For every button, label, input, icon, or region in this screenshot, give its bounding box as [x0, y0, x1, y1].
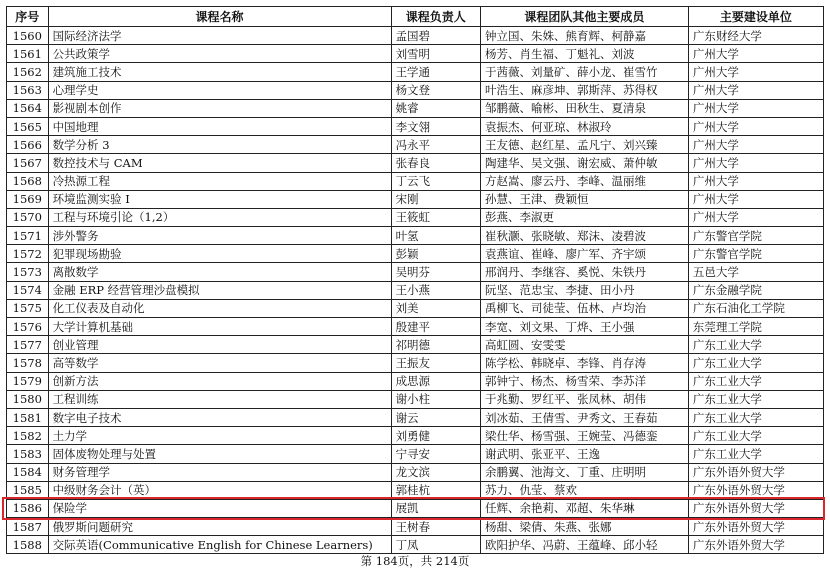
team-members: 郭钟宁、杨杰、杨雪荣、李苏洋	[480, 372, 688, 390]
course-name: 创业管理	[48, 336, 391, 354]
team-members: 欧阳护华、冯蔚、王蕴峰、邱小轻	[480, 536, 688, 554]
course-name: 数学分析 3	[48, 136, 391, 154]
course-lead: 杨文登	[391, 81, 480, 99]
table-row	[7, 27, 824, 45]
team-members: 陶建华、吴文强、谢宏威、萧仲敏	[480, 154, 688, 172]
course-name: 高等数学	[48, 354, 391, 372]
table-row	[7, 481, 824, 499]
table-row	[7, 245, 824, 263]
table-row	[7, 463, 824, 481]
course-lead: 谢云	[391, 408, 480, 426]
construction-unit: 广州大学	[688, 154, 823, 172]
course-lead: 谢小柱	[391, 390, 480, 408]
document-page	[6, 6, 824, 554]
page-footer: 第 184页，共 214页	[360, 554, 470, 568]
course-lead: 宁寻安	[391, 445, 480, 463]
course-lead: 丁云飞	[391, 172, 480, 190]
course-name: 心理学史	[48, 81, 391, 99]
construction-unit: 广州大学	[688, 190, 823, 208]
course-lead: 姚睿	[391, 99, 480, 117]
course-lead: 郭桂杭	[391, 481, 480, 499]
construction-unit: 广东外语外贸大学	[688, 463, 823, 481]
course-name: 保险学	[48, 499, 391, 517]
team-members: 杨芳、肖生福、丁魁礼、刘波	[480, 45, 688, 63]
course-lead: 祁明德	[391, 336, 480, 354]
table-row	[7, 354, 824, 372]
row-no: 1579	[7, 372, 49, 390]
table-header-row	[7, 7, 824, 27]
course-name: 交际英语(Communicative English for Chinese Learners)	[48, 536, 391, 554]
course-name: 国际经济法学	[48, 27, 391, 45]
team-members: 阮坚、范忠宝、李捷、田小丹	[480, 281, 688, 299]
course-lead: 成思源	[391, 372, 480, 390]
team-members: 邢润丹、李继容、奚悦、朱铁丹	[480, 263, 688, 281]
team-members: 彭燕、李淑更	[480, 208, 688, 226]
row-no: 1565	[7, 117, 49, 135]
header-course-name: 课程名称	[48, 7, 391, 27]
construction-unit: 广州大学	[688, 208, 823, 226]
course-name: 犯罪现场勘验	[48, 245, 391, 263]
row-no: 1564	[7, 99, 49, 117]
team-members: 苏力、仇莹、蔡欢	[480, 481, 688, 499]
table-row	[7, 336, 824, 354]
course-lead: 吴明芬	[391, 263, 480, 281]
course-name: 中国地理	[48, 117, 391, 135]
construction-unit: 五邑大学	[688, 263, 823, 281]
course-name: 化工仪表及自动化	[48, 299, 391, 317]
course-name: 数控技术与 CAM	[48, 154, 391, 172]
table-row	[7, 318, 824, 336]
course-name: 公共政策学	[48, 45, 391, 63]
construction-unit: 广州大学	[688, 63, 823, 81]
table-row	[7, 445, 824, 463]
table-row	[7, 518, 824, 536]
construction-unit: 广东工业大学	[688, 408, 823, 426]
table-row	[7, 299, 824, 317]
team-members: 禹柳飞、司徒莹、伍林、卢均治	[480, 299, 688, 317]
table-row	[7, 81, 824, 99]
row-no: 1573	[7, 263, 49, 281]
row-no: 1586	[7, 499, 49, 517]
team-members: 袁燕谊、崔峰、廖广军、齐宇颂	[480, 245, 688, 263]
course-lead: 王筱虹	[391, 208, 480, 226]
course-name: 大学计算机基础	[48, 318, 391, 336]
team-members: 方赵嵩、廖云丹、李峰、温丽维	[480, 172, 688, 190]
team-members: 高虹圆、安雯雯	[480, 336, 688, 354]
course-table	[6, 6, 824, 554]
course-lead: 王振友	[391, 354, 480, 372]
team-members: 孙慧、王津、费颖恒	[480, 190, 688, 208]
team-members: 陈学松、韩晓卓、李锋、肖存涛	[480, 354, 688, 372]
course-name: 工程训练	[48, 390, 391, 408]
row-no: 1578	[7, 354, 49, 372]
team-members: 梁仕华、杨雪强、王婉莹、冯德銮	[480, 427, 688, 445]
row-no: 1581	[7, 408, 49, 426]
construction-unit: 广州大学	[688, 172, 823, 190]
construction-unit: 广东警官学院	[688, 227, 823, 245]
table-row	[7, 408, 824, 426]
header-unit: 主要建设单位	[688, 7, 823, 27]
course-lead: 李文翎	[391, 117, 480, 135]
construction-unit: 广东外语外贸大学	[688, 499, 823, 517]
course-lead: 王树春	[391, 518, 480, 536]
team-members: 刘冰茹、王倩雪、尹秀文、王春茹	[480, 408, 688, 426]
table-row	[7, 372, 824, 390]
construction-unit: 广东警官学院	[688, 245, 823, 263]
row-no: 1561	[7, 45, 49, 63]
course-lead: 丁凤	[391, 536, 480, 554]
course-lead: 殷建平	[391, 318, 480, 336]
course-lead: 王小燕	[391, 281, 480, 299]
team-members: 钟立国、朱姝、熊育辉、柯静嘉	[480, 27, 688, 45]
row-no: 1585	[7, 481, 49, 499]
row-no: 1588	[7, 536, 49, 554]
team-members: 任辉、余艳莉、邓超、朱华琳	[480, 499, 688, 517]
row-no: 1562	[7, 63, 49, 81]
course-name: 冷热源工程	[48, 172, 391, 190]
construction-unit: 广东工业大学	[688, 372, 823, 390]
table-row	[7, 63, 824, 81]
construction-unit: 广州大学	[688, 81, 823, 99]
course-lead: 宋刚	[391, 190, 480, 208]
table-row	[7, 117, 824, 135]
row-no: 1582	[7, 427, 49, 445]
table-row	[7, 154, 824, 172]
row-no: 1580	[7, 390, 49, 408]
row-no: 1576	[7, 318, 49, 336]
table-row	[7, 263, 824, 281]
construction-unit: 广东工业大学	[688, 445, 823, 463]
table-row	[7, 499, 824, 517]
construction-unit: 广东工业大学	[688, 336, 823, 354]
header-lead: 课程负责人	[391, 7, 480, 27]
row-no: 1572	[7, 245, 49, 263]
row-no: 1587	[7, 518, 49, 536]
construction-unit: 广东工业大学	[688, 354, 823, 372]
course-name: 俄罗斯问题研究	[48, 518, 391, 536]
course-lead: 刘美	[391, 299, 480, 317]
course-name: 涉外警务	[48, 227, 391, 245]
table-row	[7, 427, 824, 445]
row-no: 1566	[7, 136, 49, 154]
construction-unit: 广东外语外贸大学	[688, 518, 823, 536]
team-members: 于茜薇、刘量矿、薛小龙、崔雪竹	[480, 63, 688, 81]
course-lead: 展凯	[391, 499, 480, 517]
course-name: 创新方法	[48, 372, 391, 390]
course-lead: 龙文滨	[391, 463, 480, 481]
construction-unit: 广东外语外贸大学	[688, 536, 823, 554]
row-no: 1569	[7, 190, 49, 208]
team-members: 叶浩生、麻彦坤、郭斯萍、苏得权	[480, 81, 688, 99]
construction-unit: 东莞理工学院	[688, 318, 823, 336]
course-name: 固体废物处理与处置	[48, 445, 391, 463]
course-name: 环境监测实验 I	[48, 190, 391, 208]
course-name: 工程与环境引论（1,2）	[48, 208, 391, 226]
course-lead: 刘雪明	[391, 45, 480, 63]
construction-unit: 广州大学	[688, 117, 823, 135]
construction-unit: 广州大学	[688, 99, 823, 117]
row-no: 1577	[7, 336, 49, 354]
table-body	[7, 27, 824, 554]
team-members: 袁振杰、何亚琼、林淑玲	[480, 117, 688, 135]
course-lead: 刘勇健	[391, 427, 480, 445]
row-no: 1563	[7, 81, 49, 99]
course-lead: 彭颖	[391, 245, 480, 263]
course-lead: 叶氢	[391, 227, 480, 245]
team-members: 于兆勤、罗红平、张凤林、胡伟	[480, 390, 688, 408]
course-name: 影视剧本创作	[48, 99, 391, 117]
construction-unit: 广东外语外贸大学	[688, 481, 823, 499]
header-no: 序号	[7, 7, 49, 27]
row-no: 1583	[7, 445, 49, 463]
row-no: 1567	[7, 154, 49, 172]
row-no: 1568	[7, 172, 49, 190]
construction-unit: 广州大学	[688, 45, 823, 63]
course-lead: 孟国碧	[391, 27, 480, 45]
construction-unit: 广东工业大学	[688, 390, 823, 408]
row-no: 1571	[7, 227, 49, 245]
course-name: 金融 ERP 经营管理沙盘模拟	[48, 281, 391, 299]
row-no: 1560	[7, 27, 49, 45]
course-name: 中级财务会计（英）	[48, 481, 391, 499]
row-no: 1574	[7, 281, 49, 299]
construction-unit: 广东财经大学	[688, 27, 823, 45]
table-row	[7, 281, 824, 299]
course-lead: 张春良	[391, 154, 480, 172]
table-row	[7, 45, 824, 63]
header-team: 课程团队其他主要成员	[480, 7, 688, 27]
course-lead: 冯永平	[391, 136, 480, 154]
construction-unit: 广东金融学院	[688, 281, 823, 299]
construction-unit: 广东工业大学	[688, 427, 823, 445]
construction-unit: 广州大学	[688, 136, 823, 154]
team-members: 王友德、赵红星、孟凡宁、刘兴臻	[480, 136, 688, 154]
table-row	[7, 190, 824, 208]
course-name: 离散数学	[48, 263, 391, 281]
course-name: 数字电子技术	[48, 408, 391, 426]
table-row	[7, 208, 824, 226]
table-row	[7, 99, 824, 117]
row-no: 1575	[7, 299, 49, 317]
course-name: 建筑施工技术	[48, 63, 391, 81]
table-row	[7, 227, 824, 245]
construction-unit: 广东石油化工学院	[688, 299, 823, 317]
team-members: 邹鹏薇、喻彬、田秋生、夏清泉	[480, 99, 688, 117]
course-name: 土力学	[48, 427, 391, 445]
table-row	[7, 172, 824, 190]
table-row	[7, 136, 824, 154]
row-no: 1584	[7, 463, 49, 481]
row-no: 1570	[7, 208, 49, 226]
team-members: 李宽、刘文果、丁烨、王小强	[480, 318, 688, 336]
course-lead: 王学通	[391, 63, 480, 81]
table-row	[7, 390, 824, 408]
team-members: 杨甜、梁倩、朱燕、张娜	[480, 518, 688, 536]
team-members: 崔秋灏、张晓敏、郑沫、凌碧波	[480, 227, 688, 245]
team-members: 余鹏翼、池海文、丁重、庄明明	[480, 463, 688, 481]
table-row	[7, 536, 824, 554]
team-members: 谢武明、张亚平、王逸	[480, 445, 688, 463]
course-name: 财务管理学	[48, 463, 391, 481]
